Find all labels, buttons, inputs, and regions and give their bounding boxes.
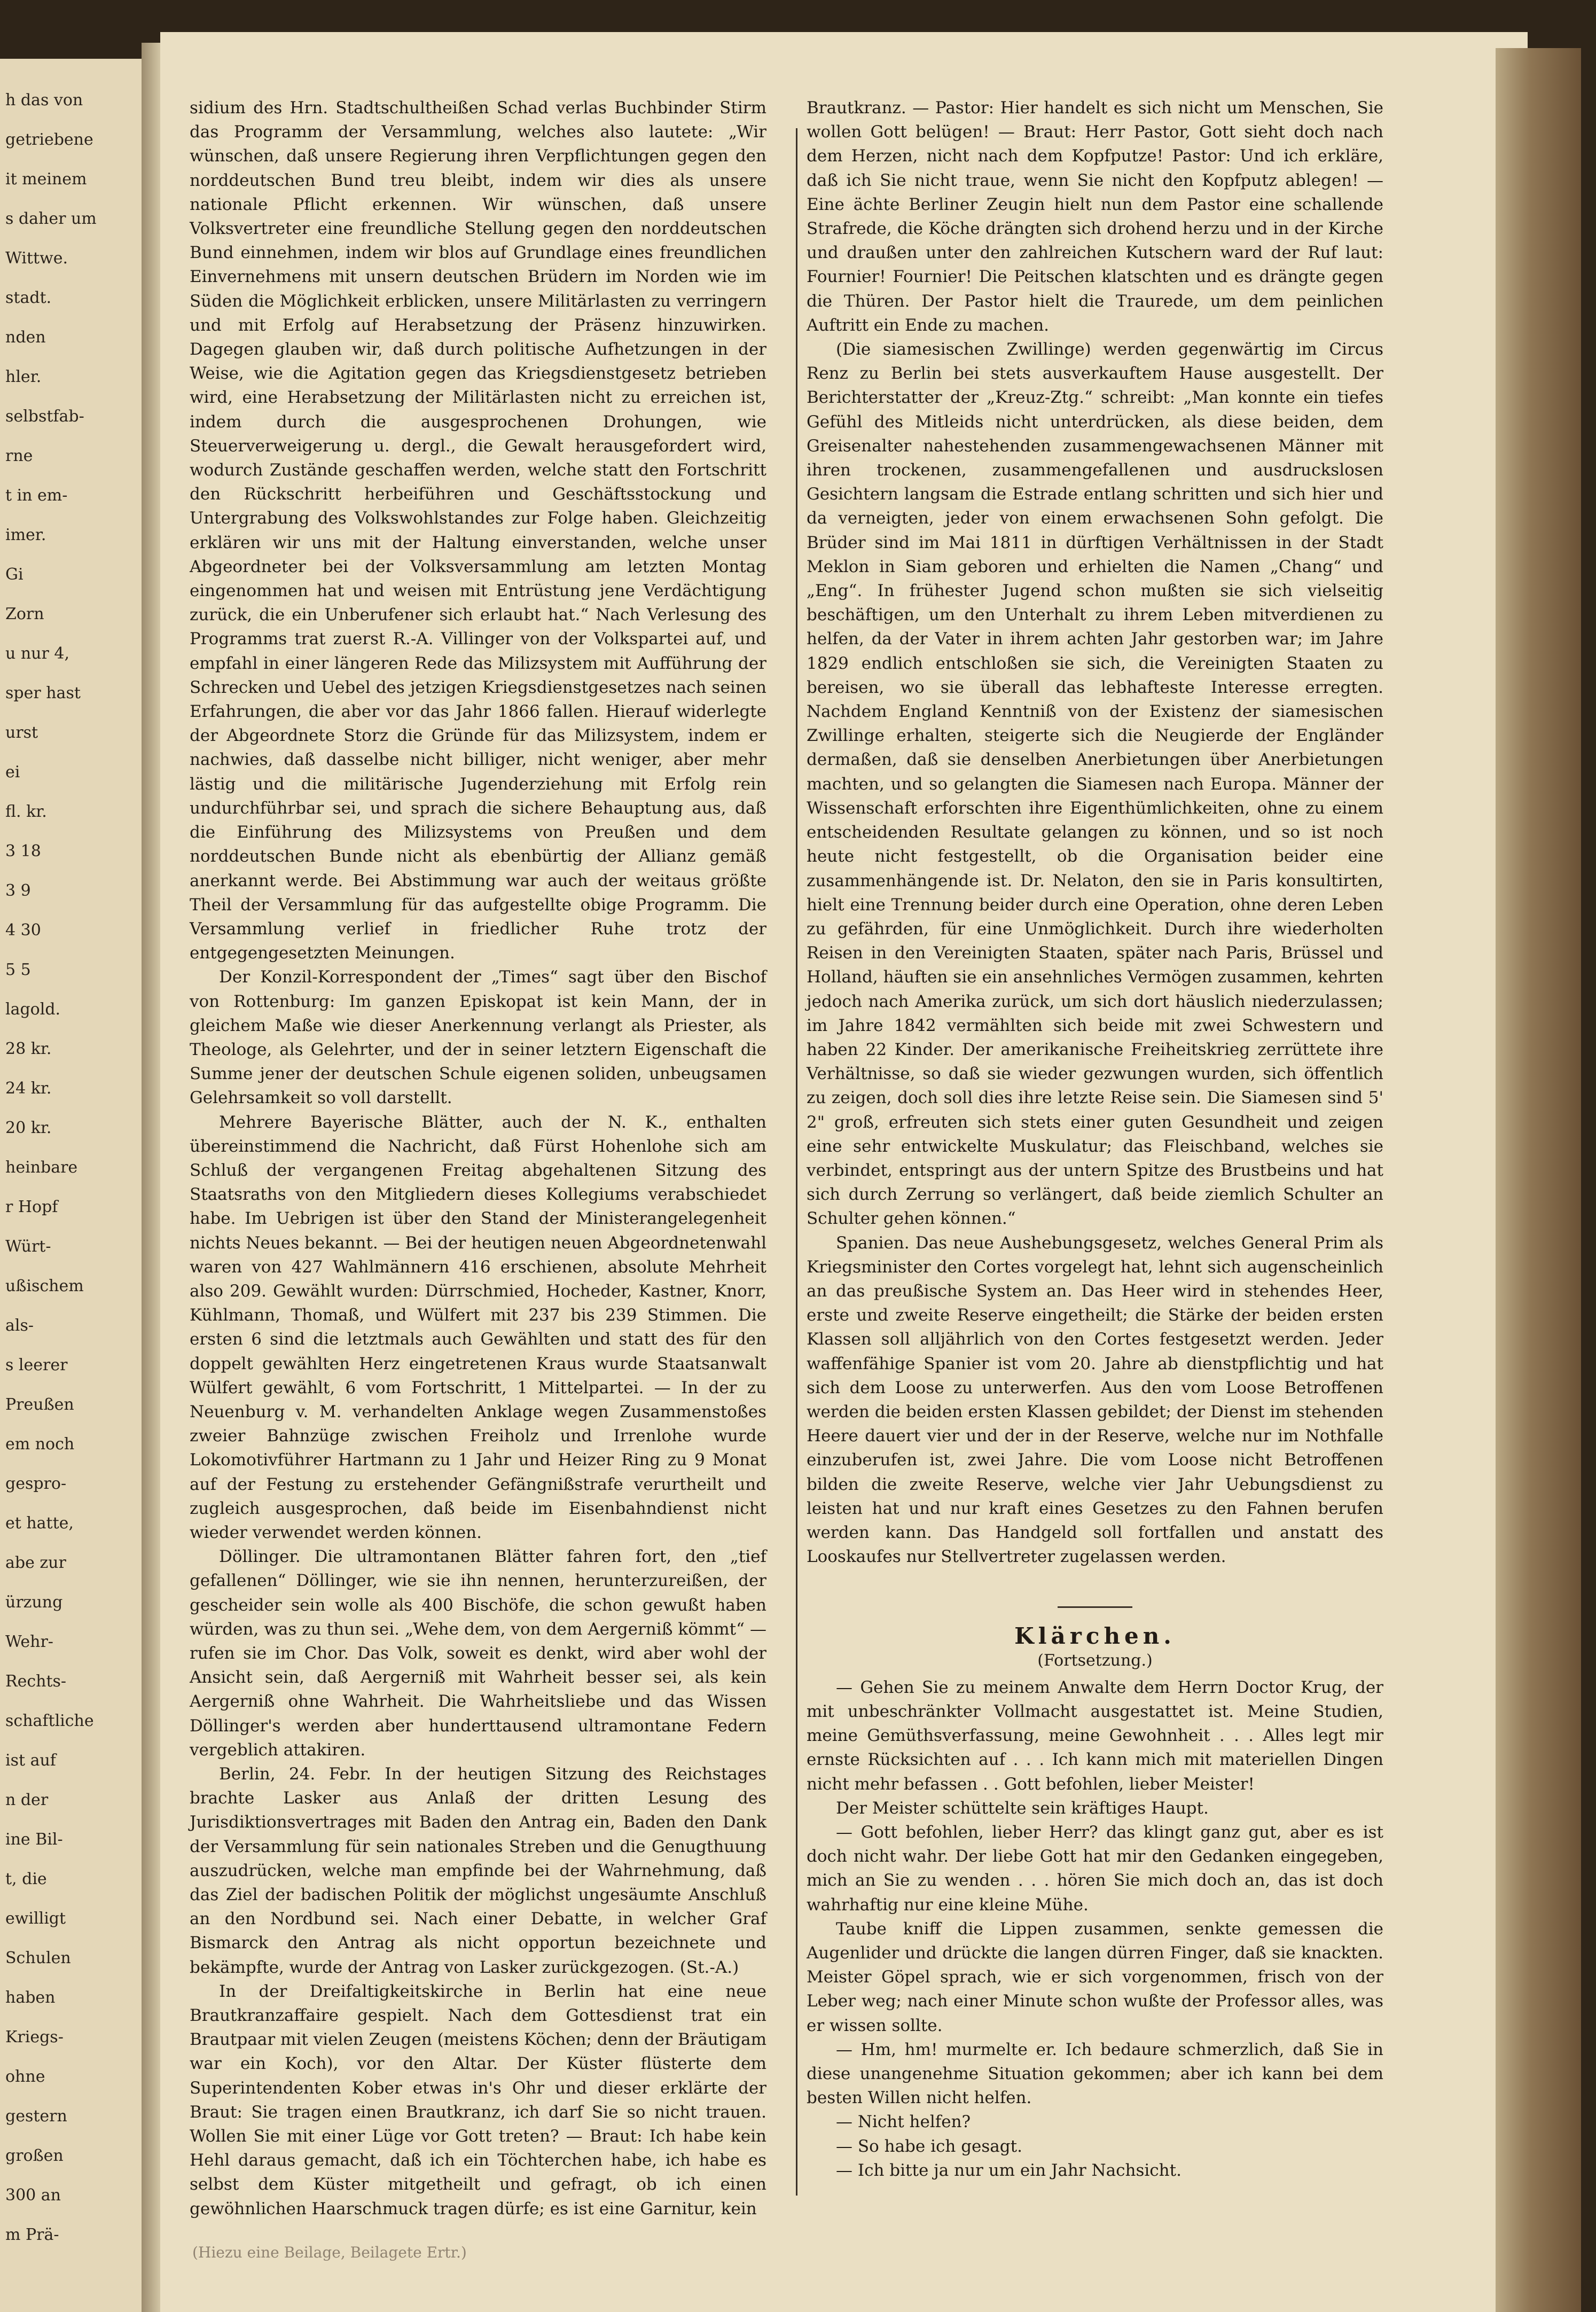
left-page-fragment: ürzung bbox=[5, 1593, 63, 1612]
left-page-fragment: ewilligt bbox=[5, 1909, 66, 1928]
left-page-fragment: 300 an bbox=[5, 2186, 61, 2205]
left-page-fragment: getriebene bbox=[5, 130, 93, 149]
left-page-fragment: t in em- bbox=[5, 486, 68, 505]
left-page-fragment: lagold. bbox=[5, 1000, 61, 1019]
section-separator bbox=[1058, 1606, 1132, 1608]
left-page-fragment: Schulen bbox=[5, 1949, 71, 1967]
paragraph: Der Konzil-Korrespondent der „Times“ sagt über den Bischof von Rottenburg: Im ganzen Episkopat ist kein Mann, der in gleichem Maße wie dieser Anerkennung verlangt als Priester, als Theologe, als Gelehrter, und der in seiner letztern Eigenschaft die Summe jener der deutschen Schule eigenen soliden, unbeugsamen Gelehrsamkeit so voll darstellt. bbox=[190, 967, 766, 1108]
left-page-fragment: Wittwe. bbox=[5, 249, 68, 268]
left-page-fragment: u nur 4, bbox=[5, 644, 69, 663]
paragraph: Döllinger. Die ultramontanen Blätter fahren fort, den „tief gefallenen“ Döllinger, wie sie ihn nennen, herunterzureißen, der gescheider sein wolle als 400 Bischöfe, die schon gewußt haben würden, was zu thun sei. „Wehe dem, von dem Aergerniß kömmt“ — rufen sie im Chor. Das Volk, soweit es denkt, wird aber wohl der Ansicht sein, daß Aergerniß mit Wahrheit besser sei, als kein Aergerniß ohne Wahrheit. Die Wahrheitsliebe und das Wissen Döllinger's werden aber hunderttausend ultramontane Federn vergeblich attakiren. bbox=[190, 1547, 766, 1760]
left-page-fragment: sper hast bbox=[5, 684, 81, 702]
feuilleton-paragraph: Taube kniff die Lippen zusammen, senkte gemessen die Augenlider und drückte die langen dürren Finger, daß sie knackten. Meister Göpel sprach, wie er sich vorgenommen, frisch von der Leber weg; nach einer Minute schon wußte der Professor alles, was er wissen sollte. bbox=[807, 1919, 1383, 2035]
left-page-fragment: em noch bbox=[5, 1435, 75, 1454]
left-page-fragment: Kriegs- bbox=[5, 2028, 64, 2047]
left-page-fragment: haben bbox=[5, 1988, 56, 2007]
paragraph: sidium des Hrn. Stadtschultheißen Schad verlas Buchbinder Stirm das Programm der Versammlung, welches also lautete: „Wir wünschen, daß unsere Regierung ihren Verpflichtungen gegen den norddeutschen Bund treu bleibt, indem wir dies als unsere nationale Pflicht erkennen. Wir wünschen, daß unsere Volksvertreter eine freundliche Stellung gegen den norddeutschen Bund einnehmen, indem wir blos auf Grundlage eines freundlichen Einvernehmens mit unsern deutschen Brüdern im Norden wie im Süden die Möglichkeit erblicken, unsere Militärlasten zu verringern und mit Erfolg auf Herabsetzung der Präsenz hinzuwirken. Dagegen glauben wir, daß durch politische Aufhetzungen in der Weise, wie die Agitation gegen das Kriegsdienstgesetz betrieben wird, eine Herabsetzung der Militärlasten nicht zu erreichen ist, indem durch die ausgesprochenen Drohungen, wie Steuerverweigerung u. dergl., die Gewalt herausgefordert wird, wodurch Zustände geschaffen werden, welche statt den Fortschritt den Rückschritt herbeiführen und Geschäftsstockung und Untergrabung des Volkswohlstandes zur Folge haben. Gleichzeitig erklären wir uns mit der Haltung einverstanden, welche unser Abgeordneter bei der Volksversammlung am letzten Montag eingenommen hat und weisen mit Entrüstung jene Verdächtigung zurück, die ein Unberufener sich erlaubt hat.“ Nach Verlesung des Programms trat zuerst R.-A. Villinger von der Volkspartei auf, und empfahl in einer längeren Rede das Milizsystem mit Aufführung der Schrecken und Uebel des jetzigen Kriegsdienstgesetzes nach seinen Erfahrungen, die aber vor das Jahr 1866 fallen. Hierauf widerlegte der Abgeordnete Storz die Gründe für das Milizsystem, indem er nachwies, daß dasselbe nicht billiger, nicht weniger, aber mehr lästig und die militärische Jugenderziehung mit Erfolg rein undurchführbar sei, und sprach die sichere Behauptung aus, daß die Einführung des Milizsystems von Preußen und dem norddeutschen Bunde nicht als ebenbürtig der Allianz gemäß anerkannt werde. Bei Abstimmung war auch der weitaus größte Theil der Versammlung für das aufgestellte obige Programm. Die Versammlung verlief in friedlicher Ruhe trotz der entgegengesetzten Meinungen. bbox=[190, 98, 766, 963]
left-page-fragment: imer. bbox=[5, 526, 46, 544]
left-page-fragment: heinbare bbox=[5, 1158, 78, 1177]
left-page-fragment: it meinem bbox=[5, 170, 87, 189]
left-page-fragment: Gi bbox=[5, 565, 24, 584]
feuilleton-paragraph: Der Meister schüttelte sein kräftiges Haupt. bbox=[836, 1798, 1209, 1818]
paragraph: Berlin, 24. Febr. In der heutigen Sitzung des Reichstages brachte Lasker aus Anlaß der dritten Lesung des Jurisdiktionsvertrages mit Baden den Antrag ein, Baden den Dank der Versammlung für sein nationales Streben und die Genugthuung auszudrücken, welche man empfinde bei der Wahrnehmung, daß das Ziel der badischen Politik der möglichst ungesäumte Anschluß an den Nordbund sei. Nach einer Debatte, in welcher Graf Bismarck den Antrag als nicht opportun bezeichnete und bekämpfte, wurde der Antrag von Lasker zurückgezogen. (St.-A.) bbox=[190, 1764, 766, 1977]
left-page-fragment: s leerer bbox=[5, 1356, 68, 1374]
page-edge bbox=[1496, 48, 1581, 2312]
left-page-fragment: 4 30 bbox=[5, 921, 41, 940]
feuilleton-paragraph: — Gehen Sie zu meinem Anwalte dem Herrn Doctor Krug, der mit unbeschränkter Vollmacht ausgestattet ist. Meine Studien, meine Gemüthsverfassung, meine Gewohnheit . . . Alles legt mir ernste Rücksichten auf . . . Ich kann mich mit materiellen Dingen nicht mehr befassen . . Gott befohlen, lieber Meister! bbox=[807, 1677, 1383, 1794]
left-page-fragment: m Prä- bbox=[5, 2225, 59, 2244]
left-page-fragment: n der bbox=[5, 1791, 49, 1809]
left-page-fragment: ine Bil- bbox=[5, 1830, 63, 1849]
left-page-fragment: 28 kr. bbox=[5, 1040, 52, 1058]
left-page-fragment: et hatte, bbox=[5, 1514, 74, 1533]
feuilleton-paragraph: — Ich bitte ja nur um ein Jahr Nachsicht. bbox=[836, 2160, 1182, 2180]
left-page-fragment: gespro- bbox=[5, 1474, 67, 1493]
feuilleton-paragraph: — So habe ich gesagt. bbox=[836, 2136, 1022, 2156]
column-right bbox=[807, 96, 1383, 2183]
left-page-fragment: Preußen bbox=[5, 1395, 74, 1414]
left-page-fragment: hler. bbox=[5, 368, 42, 386]
left-page-fragment: 3 18 bbox=[5, 842, 41, 861]
feuilleton-paragraph: — Hm, hm! murmelte er. Ich bedaure schmerzlich, daß Sie in diese unangenehme Situation gekommen; aber ich kann bei dem besten Willen nicht helfen. bbox=[807, 2040, 1383, 2108]
left-page-fragment: großen bbox=[5, 2146, 64, 2165]
footer-note: (Hiezu eine Beilage, Beilagete Ertr.) bbox=[192, 2244, 467, 2261]
left-page-fragment: fl. kr. bbox=[5, 802, 47, 821]
left-page-fragment: rne bbox=[5, 447, 33, 465]
left-page-fragment: 24 kr. bbox=[5, 1079, 52, 1098]
paragraph: (Die siamesischen Zwillinge) werden gegenwärtig im Circus Renz zu Berlin bei stets ausverkauftem Hause ausgestellt. Der Berichterstatter der „Kreuz-Ztg.“ schreibt: „Man konnte ein tiefes Gefühl des Mitleids nicht unterdrücken, als diese beiden, dem Greisenalter nahestehenden zusammengewachsenen Männer mit ihren trockenen, zusammengefallenen und ausdruckslosen Gesichtern langsam die Estrade entlang schritten und sich hier und da verneigten, jeder von einem erwachsenen Sohn gefolgt. Die Brüder sind im Mai 1811 in dürftigen Verhältnissen in der Stadt Meklon in Siam geboren und erhielten die Namen „Chang“ und „Eng“. In frühester Jugend schon mußten sie sich vielseitig beschäftigen, um den Unterhalt zu ihrem Leben mitverdienen zu helfen, da der Vater in ihrem achten Jahr gestorben war; im Jahre 1829 endlich entschloßen sie sich, die Vereinigten Staaten zu bereisen, wo sie überall das lebhafteste Interesse erregten. Nachdem England Kenntniß von der Existenz der siamesischen Zwillinge erhalten, steigerte sich die Neugierde der Engländer dermaßen, daß sie denselben Anerbietungen über Anerbietungen machten, und so gelangten die Siamesen nach Europa. Männer der Wissenschaft erforschten ihre Eigenthümlichkeiten, ohne zu einem entscheidenden Resultate gelangen zu können, und so ist noch heute nicht festgestellt, ob die Organisation beider eine zusammenhängende ist. Dr. Nelaton, den sie in Paris konsultirten, hielt eine Trennung beider durch eine Operation, ohne deren Leben zu gefährden, für eine Unmöglichkeit. Durch ihre wiederholten Reisen in den Vereinigten Staaten, später nach Paris, Brüssel und Holland, häuften sie ein ansehnliches Vermögen zusammen, kehrten jedoch nach Amerika zurück, um sich dort häuslich niederzulassen; im Jahre 1842 vermählten sich beide mit zwei Schwestern und haben 22 Kinder. Der amerikanische Freiheitskrieg zerrüttete ihre Verhältnisse, so daß sie wieder gezwungen wurden, sich öffentlich zu zeigen, doch soll dies ihre letzte Reise sein. Die Siamesen sind 5' 2" groß, erfreuten sich stets einer guten Gesundheit und zeigen eine sehr entwickelte Muskulatur; das Fleischband, welches sie verbindet, entspringt aus der untern Spitze des Brustbeins und hat sich durch Zerrung so verlängert, daß beide ziemlich Schulter an Schulter gehen können.“ bbox=[807, 340, 1383, 1229]
feuilleton-subtitle: (Fortsetzung.) bbox=[1037, 1651, 1153, 1670]
left-page-fragment: gestern bbox=[5, 2107, 67, 2126]
feuilleton-title: Klärchen. bbox=[1014, 1623, 1176, 1650]
left-page-fragment: 5 5 bbox=[5, 960, 31, 979]
paragraph: In der Dreifaltigkeitskirche in Berlin hat eine neue Brautkranzaffaire gespielt. Nach dem Gottesdienst trat ein Brautpaar mit vielen Zeugen (meistens Köchen; denn der Bräutigam war ein Koch), vor den Altar. Der Küster flüsterte dem Superintendenten Kober etwas in's Ohr und dieser erklärte der Braut: Sie tragen einen Brautkranz, ich darf Sie so nicht trauen. Wollen Sie mit einer Lüge vor Gott treten? — Braut: Ich habe kein Hehl daraus gemacht, daß ich ein Töchterchen habe, ich habe es selbst dem Küster mitgetheilt und gefragt, ob ich einen gewöhnlichen Haarschmuck tragen dürfe; es ist eine Garnitur, kein bbox=[190, 1981, 766, 2219]
left-page-fragment: h das von bbox=[5, 91, 83, 110]
left-page-fragment: schaftliche bbox=[5, 1712, 94, 1730]
left-page-fragment: Zorn bbox=[5, 605, 44, 623]
paragraph: Spanien. Das neue Aushebungsgesetz, welches General Prim als Kriegsminister den Cortes vorgelegt hat, lehnt sich augenscheinlich an das preußische System an. Das Heer wird in stehendes Heer, erste und zweite Reserve eingetheilt; die Stärke der beiden ersten Klassen soll alljährlich von den Cortes festgesetzt werden. Jeder waffenfähige Spanier ist vom 20. Jahre ab dienstpflichtig und hat sich dem Loose zu unterwerfen. Aus den vom Loose Betroffenen werden die beiden ersten Klassen gebildet; der Dienst im stehenden Heere dauert vier und der in der Reserve, welche nur im Nothfalle einzuberufen ist, zwei Jahre. Die vom Loose nicht Betroffenen bilden die zweite Reserve, welche vier Jahr Uebungsdienst zu leisten hat und nur kraft eines Gesetzes zu den Fahnen berufen werden kann. Das Handgeld soll fortfallen und anstatt des Looskaufes nur Stellvertreter zugelassen werden. bbox=[807, 1233, 1383, 1567]
left-page-fragment: ußischem bbox=[5, 1277, 84, 1295]
left-page-fragment: s daher um bbox=[5, 209, 97, 228]
left-page-fragment: nden bbox=[5, 328, 46, 347]
left-page-fragment: t, die bbox=[5, 1870, 47, 1888]
left-page-fragment: r Hopf bbox=[5, 1198, 58, 1216]
left-page-edge bbox=[0, 59, 142, 2312]
column-left bbox=[190, 96, 766, 2221]
feuilleton-paragraph: — Gott befohlen, lieber Herr? das klingt ganz gut, aber es ist doch nicht wahr. Der liebe Gott hat mir den Gedanken eingegeben, mich an Sie zu wenden . . . hören Sie mich doch an, das ist doch wahrhaftig nur eine kleine Mühe. bbox=[807, 1823, 1383, 1915]
left-page-fragment: abe zur bbox=[5, 1553, 66, 1572]
feuilleton-paragraph: — Nicht helfen? bbox=[836, 2112, 971, 2132]
column-rule bbox=[796, 128, 797, 2196]
paragraph: Brautkranz. — Pastor: Hier handelt es sich nicht um Menschen, Sie wollen Gott belügen! — Braut: Herr Pastor, Gott sieht doch nach dem Herzen, nicht nach dem Kopfputze! Pastor: Und ich erkläre, daß ich Sie nicht traue, wenn Sie nicht den Kopfputz ablegen! — Eine ächte Berliner Zeugin hielt nun dem Pastor eine schallende Strafrede, die Köche drängten sich drohend herzu und in der Kirche und draußen unter den zahlreichen Kutschern ward der Ruf laut: Fournier! Fournier! Die Peitschen klatschten und es drängte gegen die Thüren. Der Pastor hielt die Traurede, um dem peinlichen Auftritt ein Ende zu machen. bbox=[807, 98, 1383, 335]
left-page-fragment: urst bbox=[5, 723, 38, 742]
left-page-fragment: 3 9 bbox=[5, 881, 31, 900]
left-page-fragment: Rechts- bbox=[5, 1672, 67, 1691]
left-page-fragment: Wehr- bbox=[5, 1633, 53, 1651]
left-page-fragment: stadt. bbox=[5, 288, 52, 307]
left-page-fragment: ei bbox=[5, 763, 20, 782]
left-page-fragment: Würt- bbox=[5, 1237, 51, 1256]
left-page-fragment: 20 kr. bbox=[5, 1119, 52, 1137]
left-page-fragment: ohne bbox=[5, 2067, 45, 2086]
left-page-fragment: als- bbox=[5, 1316, 34, 1335]
paragraph: Mehrere Bayerische Blätter, auch der N. K., enthalten übereinstimmend die Nachricht, daß Fürst Hohenlohe sich am Schluß der vergangenen Freitag abgehaltenen Sitzung des Staatsraths von den Mitgliedern dieses Kollegiums verabschiedet habe. Im Uebrigen ist über den Stand der Ministerangelegenheit nichts Neues bekannt. — Bei der heutigen neuen Abgeordnetenwahl waren von 427 Wahlmännern 416 erschienen, absolute Mehrheit also 209. Gewählt wurden: Dürrschmied, Hocheder, Kastner, Knorr, Kühlmann, Thomaß, und Wülfert mit 237 bis 239 Stimmen. Die ersten 6 sind die letztmals auch Gewählten und statt des für den doppelt gewählten Herz eingetretenen Kraus wurde Staatsanwalt Wülfert gewählt, 6 vom Fortschritt, 1 Mittelpartei. — In der zu Neuenburg v. M. verhandelten Anklage wegen Zusammenstoßes zweier Bahnzüge zwischen Freiholz und Irrenlohe wurde Lokomotivführer Hartmann zu 1 Jahr und Heizer Ring zu 9 Monat auf der Festung zu erstehender Gefängnißstrafe verurtheilt und zugleich ausgesprochen, daß beide im Eisenbahndienst nicht wieder verwendet werden können. bbox=[190, 1112, 766, 1542]
left-page-fragment: selbstfab- bbox=[5, 407, 84, 426]
left-page-fragment: ist auf bbox=[5, 1751, 56, 1770]
